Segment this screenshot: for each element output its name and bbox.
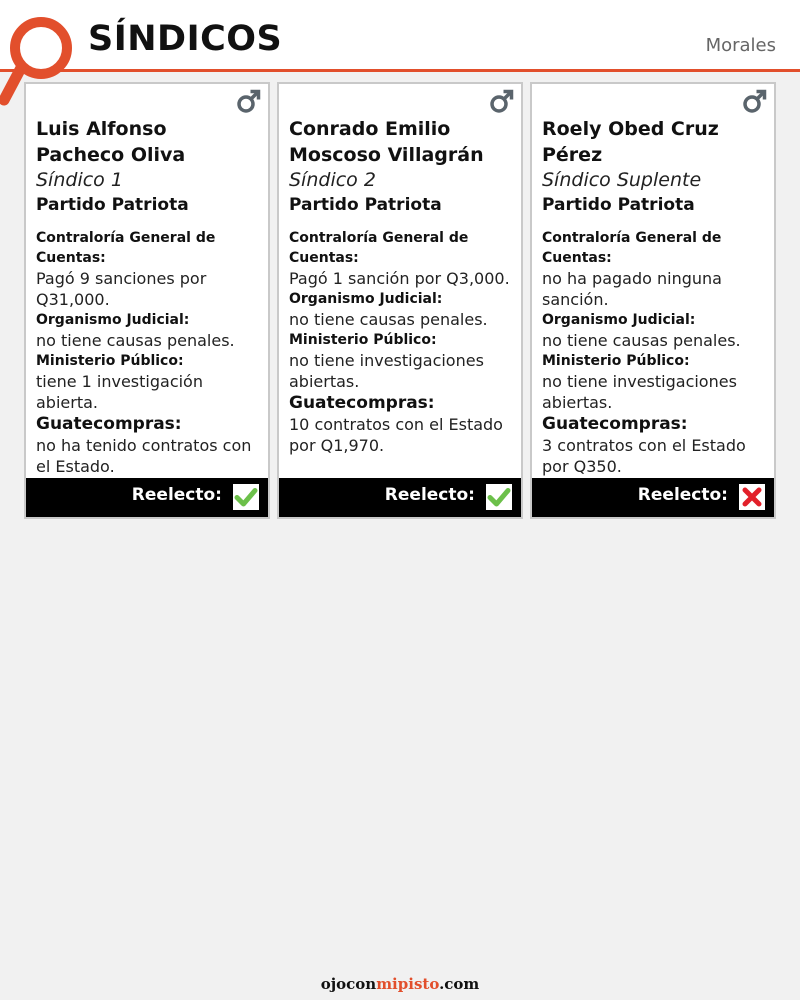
guatecompras-label: Guatecompras: [36,414,182,434]
organismo-value: no tiene causas penales. [289,310,488,329]
check-icon [233,484,259,510]
ministerio-value: tiene 1 investigación abierta. [36,372,203,412]
organismo-label: Organismo Judicial: [289,291,443,307]
contraloria-value: Pagó 1 sanción por Q3,000. [289,269,510,288]
region-label: Morales [705,35,776,56]
guatecompras-label: Guatecompras: [542,414,688,434]
candidate-name-line1: Roely Obed Cruz Pérez [542,118,719,166]
contraloria-value: no ha pagado ninguna sanción. [542,269,722,309]
cross-icon [739,484,765,510]
site-name-part2: mipisto [376,975,440,993]
site-name-part3: .com [439,975,480,993]
contraloria-label: Contraloría General de Cuentas: [36,230,216,266]
ministerio-label: Ministerio Público: [289,332,437,348]
card-body [289,116,517,456]
candidate-party: Partido Patriota [36,195,189,215]
page-header [0,0,800,72]
contraloria-value: Pagó 9 sanciones por Q31,000. [36,269,207,309]
reelected-label: Reelecto: [637,485,728,505]
contraloria-label: Contraloría General de Cuentas: [289,230,469,266]
organismo-label: Organismo Judicial: [542,312,696,328]
ministerio-value: no tiene investigaciones abiertas. [289,351,484,391]
male-symbol-icon [236,88,262,114]
guatecompras-value: no ha tenido contratos con el Estado. [36,436,252,476]
candidate-role: Síndico Suplente [542,169,702,191]
candidate-role: Síndico 2 [289,169,376,191]
candidate-name-line1: Luis Alfonso [36,118,167,140]
candidate-card [24,82,270,519]
ministerio-value: no tiene investigaciones abiertas. [542,372,737,412]
contraloria-label: Contraloría General de Cuentas: [542,230,722,266]
reelected-bar [532,478,774,517]
male-symbol-icon [742,88,768,114]
check-icon [486,484,512,510]
guatecompras-value: 3 contratos con el Estado por Q350. [542,436,746,476]
organismo-value: no tiene causas penales. [36,331,235,350]
ministerio-label: Ministerio Público: [542,353,690,369]
organismo-value: no tiene causas penales. [542,331,741,350]
guatecompras-label: Guatecompras: [289,393,435,413]
card-body [36,116,264,477]
magnifier-icon [0,6,90,116]
candidate-cards [24,82,776,519]
candidate-role: Síndico 1 [36,169,123,191]
site-footer [0,975,800,993]
candidate-name-line2: Pacheco Oliva [36,144,186,166]
reelected-label: Reelecto: [131,485,222,505]
candidate-name-line1: Conrado Emilio [289,118,451,140]
site-name-part1: ojocon [320,975,377,993]
card-body [542,116,770,477]
ministerio-label: Ministerio Público: [36,353,184,369]
reelected-bar [26,478,268,517]
reelected-label: Reelecto: [384,485,475,505]
male-symbol-icon [489,88,515,114]
reelected-bar [279,478,521,517]
page-title: SÍNDICOS [88,19,283,59]
guatecompras-value: 10 contratos con el Estado por Q1,970. [289,415,503,455]
organismo-label: Organismo Judicial: [36,312,190,328]
candidate-card [277,82,523,519]
candidate-name-line2: Moscoso Villagrán [289,144,484,166]
candidate-party: Partido Patriota [289,195,442,215]
candidate-card [530,82,776,519]
candidate-party: Partido Patriota [542,195,695,215]
